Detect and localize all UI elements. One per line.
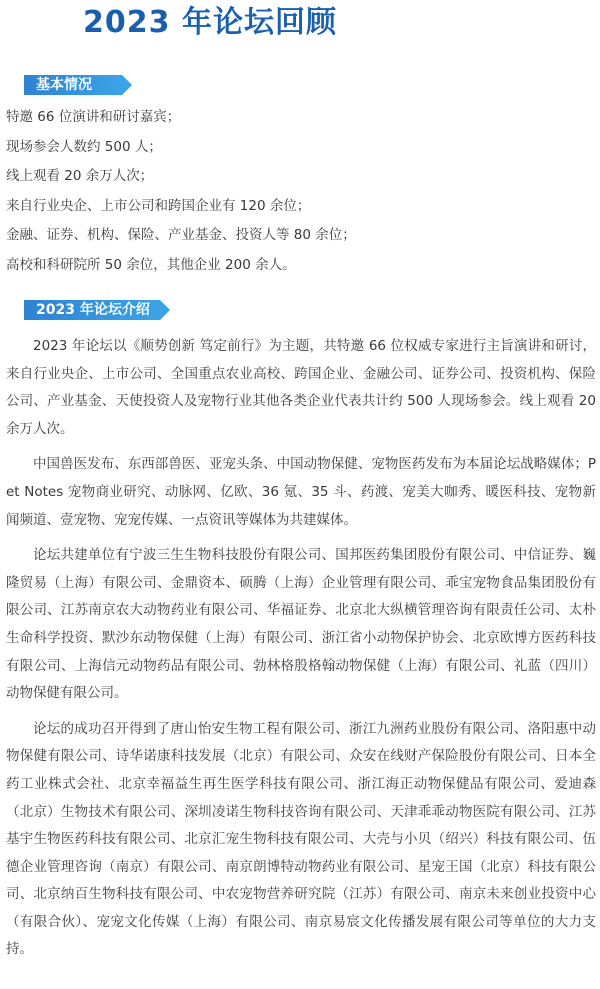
- paragraph: 论坛的成功召开得到了唐山怡安生物工程有限公司、浙江九洲药业股份有限公司、洛阳惠中动物保健有限公司、诗华诺康科技发展（北京）有限公司、众安在线财产保险股份有限公司、日本全药工业株式会社、北京幸福益生再生医学科技有限公司、浙江海正动物保健品有限公司、爱迪森（北京）生物技术有限公司、深圳凌诺生物科技咨询有限公司、天津乖乖动物医院有限公司、江苏基宇生物医药科技有限公司、北京汇宠生物科技有限公司、大壳与小贝（绍兴）科技有限公司、伍德企业管理咨询（南京）有限公司、南京朗博特动物药业有限公司、星宠王国（北京）科技有限公司、北京纳百生物科技有限公司、中农宠物营养研究院（江苏）有限公司、南京未来创业投资中心（有限合伙）、宠宠文化传媒（上海）有限公司、南京易宸文化传播发展有限公司等单位的大力支持。: [6, 720, 596, 958]
- fact-item: 线上观看 20 余万人次；: [6, 168, 154, 184]
- forum-intro-body: [6, 333, 596, 972]
- fact-item: 现场参会人数约 500 人；: [6, 138, 162, 155]
- fact-item: 特邀 66 位演讲和研讨嘉宾；: [6, 109, 181, 125]
- page-title: 2023 年论坛回顾: [83, 5, 337, 40]
- fact-item: 高校和科研院所 50 余位，其他企业 200 余人。: [6, 256, 296, 273]
- paragraph: 论坛共建单位有宁波三生生物科技股份有限公司、国邦医药集团股份有限公司、中信证券、巍隆贸易（上海）有限公司、金鼎资本、硕腾（上海）企业管理有限公司、乖宝宠物食品集团股份有限公司、江苏南京农大动物药业有限公司、华福证券、北京北大纵横管理咨询有限责任公司、太朴生命科学投资、默沙东动物保健（上海）有限公司、浙江省小动物保护协会、北京欧博方医药科技有限公司、上海信元动物药品有限公司、勃林格殷格翰动物保健（上海）有限公司、礼蓝（四川）动物保健有限公司。: [6, 547, 596, 702]
- section-badge-forum-intro: 2023 年论坛介绍: [24, 300, 160, 320]
- fact-item: 金融、证券、机构、保险、产业基金、投资人等 80 余位；: [6, 227, 356, 243]
- paragraph: 2023 年论坛以《顺势创新 笃定前行》为主题，共特邀 66 位权威专家进行主旨演讲和研讨，来自行业央企、上市公司、全国重点农业高校、跨国企业、金融公司、证券公司、投资机构、保险公司、产业基金、天使投资人及宠物行业其他各类企业代表共计约 500 人现场参会。线上观看 20 余万人次。: [6, 338, 596, 437]
- fact-item: 来自行业央企、上市公司和跨国企业有 120 余位；: [6, 197, 311, 214]
- facts-list: [6, 103, 356, 280]
- section-badge-basic-info: 基本情况: [24, 75, 122, 95]
- paragraph: 中国兽医发布、东西部兽医、亚宠头条、中国动物保健、宠物医药发布为本届论坛战略媒体；Pet Notes 宠物商业研究、动脉网、亿欧、36 氪、35 斗、药渡、宠美大咖秀、暖医科技、宠物新闻频道、壹宠物、宠宠传媒、一点资讯等媒体为共建媒体。: [6, 456, 596, 528]
